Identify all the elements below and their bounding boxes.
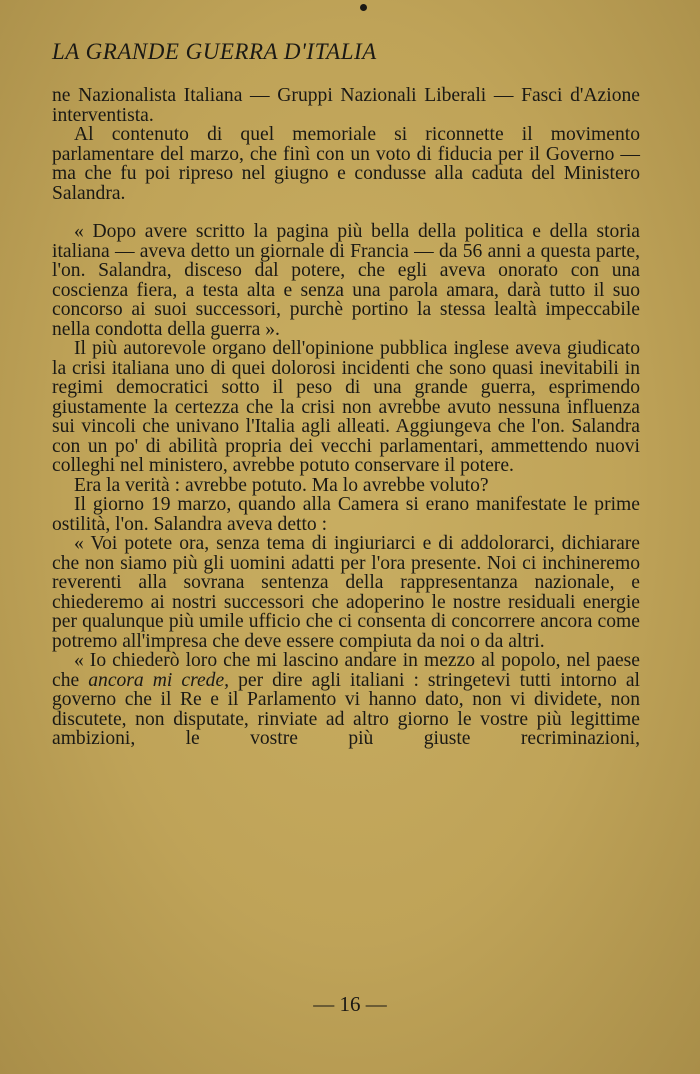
paragraph-6: Il giorno 19 marzo, quando alla Camera si erano manifestate le prime ostilità, l'on. Salandra aveva detto : (52, 494, 640, 535)
ink-dot (360, 4, 367, 11)
paragraph-5: Era la verità : avrebbe potuto. Ma lo avrebbe voluto? (74, 474, 489, 496)
body-text (52, 86, 640, 749)
paragraph-8 (52, 651, 640, 749)
paragraph-8-start: « Io chiederò loro che mi lascino andare in mezzo al popolo, nel paese che (52, 650, 640, 691)
paragraph-7: « Voi potete ora, senza tema di ingiuriarci e di addolorarci, dichiarare che non siamo più gli uomini adatti per l'ora presente. Noi ci inchineremo reverenti alla sovrana sentenza della rappresentanza nazionale, e chiederemo ai nostri successori che adoperino le nostre residuali energie per qualunque più umile ufficio che ci consenta di concorrere ancora come potremo all'impresa che deve essere compiuta da noi o da altri. (52, 533, 640, 652)
italic-phrase: ancora mi crede, (88, 669, 230, 691)
paragraph-8-end: per dire agli italiani : stringetevi tutti intorno al governo che il Re e il Parlamento vi hanno dato, non vi dividete, non discutete, non disputate, rinviate ad altro giorno le vostre più legittime ambizioni, le vostre più giuste recriminazioni, (52, 669, 640, 749)
paragraph-4: Il più autorevole organo dell'opinione pubblica inglese aveva giudicato la crisi italiana uno di quei dolorosi incidenti che sono quasi inevitabili in regimi democratici sotto il peso di una grande guerra, esprimendo giustamente la certezza che la crisi non avrebbe avuto nessuna influenza sui vincoli che univano l'Italia agli alleati. Aggiungeva che l'on. Salandra con un po' di abilità propria dei vecchi parlamentari, ammettendo nuovi colleghi nel ministero, avrebbe potuto conservare il potere. (52, 338, 640, 476)
paragraph-2: Al contenuto di quel memoriale si riconnette il movimento parlamentare del marzo, che finì con un voto di fiducia per il Governo — ma che fu poi ripreso nel giugno e condusse alla caduta del Ministero Salandra. (52, 124, 640, 204)
paragraph-1: ne Nazionalista Italiana — Gruppi Nazionali Liberali — Fasci d'Azione interventista. (52, 85, 640, 126)
running-head: LA GRANDE GUERRA D'ITALIA (52, 39, 377, 64)
paragraph-3: « Dopo avere scritto la pagina più bella della politica e della storia italiana — aveva detto un giornale di Francia — da 56 anni a questa parte, l'on. Salandra, disceso dal potere, che egli aveva onorato con una coscienza fiera, a testa alta e senza una parola amara, darà tutto il suo concorso ai suoi successori, purchè portino la stessa lealtà impeccabile nella condotta della guerra ». (52, 221, 640, 340)
page-number: — 16 — (313, 992, 387, 1016)
